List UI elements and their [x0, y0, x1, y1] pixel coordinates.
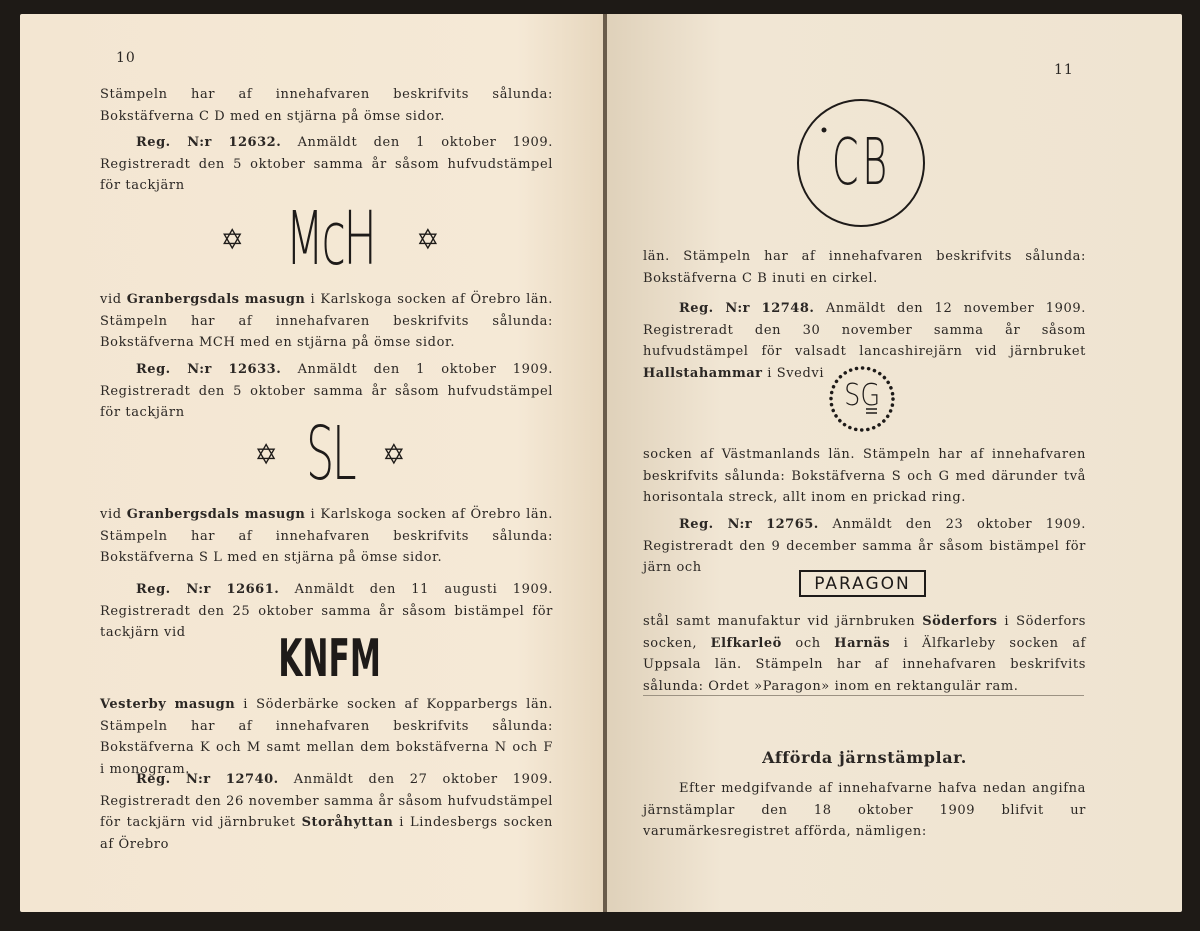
stamp-cb	[796, 98, 926, 228]
star-icon: ✡	[254, 437, 278, 471]
stamp-mark: PARAGON	[814, 573, 911, 594]
place-name: Storåhyttan	[301, 815, 394, 830]
registration-number: Reg. N:r 12740.	[136, 772, 279, 787]
place-name: Granbergsdals masugn	[126, 292, 306, 307]
place-name: Harnäs	[834, 635, 891, 651]
registration-number: Reg. N:r 12765.	[679, 517, 819, 532]
registration-text: Anmäldt den 23 oktober 1909. Registreradt den 9 december samma år såsom bistämpel för järn och	[643, 517, 1087, 575]
paragraph: län. Stämpeln har af innehafvaren beskrifvits sålunda: Bokstäfverna C B inuti en cirkel.	[643, 249, 1086, 286]
text: i Söderbärke socken af Kopparbergs län. Stämpeln har af innehafvaren beskrifvits sålunda: Bokstäfverna K och M samt mellan dem bokstäfverna N och F i monogram.	[100, 697, 553, 777]
paragraph: socken af Västmanlands län. Stämpeln har af innehafvaren beskrifvits sålunda: Bokstäfverna S och G med därunder två horisontala streck, allt inom en prickad ring.	[643, 447, 1086, 505]
left-page	[20, 14, 605, 912]
paragraph	[100, 289, 553, 354]
paragraph: Efter medgifvande af innehafvarne hafva nedan angifna järnstämplar den 18 oktober 1909 blifvit ur varumärkesregistret afförda, nämligen:	[643, 781, 1086, 839]
paragraph: Stämpeln har af innehafvaren beskrifvits sålunda: Bokstäfverna C D med en stjärna på ömse sidor.	[100, 87, 553, 124]
registration-number: Reg. N:r 12748.	[679, 301, 815, 316]
stamp-mark: CB	[831, 126, 891, 200]
section-heading: Afförda järnstämplar.	[762, 748, 967, 767]
stamp-mark: SL	[305, 411, 355, 497]
registration-number: Reg. N:r 12661.	[136, 582, 280, 597]
stamp-knfm	[250, 629, 410, 689]
stamp-sg	[827, 364, 897, 434]
registration-entry	[643, 514, 1086, 579]
registration-text: i Lindesbergs socken af Örebro	[100, 815, 554, 852]
text: i Älfkarleby socken af Uppsala län. Stämpeln har af innehafvaren beskrifvits sålunda: Ordet »Paragon» inom en rektangulär ram.	[643, 635, 1087, 694]
registration-text: Anmäldt den 11 augusti 1909. Registreradt den 25 oktober samma år såsom bistämpel för tackjärn vid	[100, 582, 554, 640]
place-name: Hallstahammar	[643, 365, 763, 381]
divider	[643, 695, 1084, 696]
place-name: Vesterby masugn	[100, 697, 236, 712]
star-icon: ✡	[220, 222, 244, 256]
text: vid	[100, 507, 122, 522]
stamp-mch	[220, 194, 440, 284]
text: och	[795, 635, 821, 651]
paragraph	[100, 504, 553, 569]
stamp-mark: McH	[285, 196, 375, 282]
registration-text: Anmäldt den 27 oktober 1909. Registreradt den 26 november samma år såsom hufvudstämpel för tackjärn vid järnbruket	[100, 772, 553, 830]
right-page	[607, 14, 1182, 912]
registration-text: Anmäldt den 12 november 1909. Registreradt den 30 november samma år såsom hufvudstämpel för valsadt lancashirejärn vid järnbruket	[643, 301, 1087, 359]
registration-text: i Svedvi	[767, 365, 825, 381]
registration-text: Anmäldt den 1 oktober 1909. Registreradt den 5 oktober samma år såsom hufvudstämpel för tackjärn	[100, 362, 554, 420]
stamp-mark: SG	[844, 378, 880, 413]
stamp-sl	[230, 411, 430, 497]
text: i Söderfors socken,	[643, 614, 1086, 651]
registration-text: Anmäldt den 1 oktober 1909. Registreradt den 5 oktober samma år såsom hufvudstämpel för tackjärn	[100, 135, 554, 193]
registration-entry	[100, 769, 553, 855]
place-name: Elfkarleö	[710, 635, 782, 651]
stamp-paragon	[799, 570, 926, 597]
stamp-mark: KNFM	[278, 629, 382, 689]
paragraph	[643, 611, 1086, 697]
paragraph	[100, 694, 553, 780]
text: i Karlskoga socken af Örebro län. Stämpeln har af innehafvaren beskrifvits sålunda: Bokstäfverna S L med en stjärna på ömse sidor.	[100, 507, 553, 565]
text: vid	[100, 292, 122, 307]
registration-entry	[100, 132, 553, 197]
text: i Karlskoga socken af Örebro län. Stämpeln har af innehafvaren beskrifvits sålunda: Bokstäfverna MCH med en stjärna på ömse sidor.	[100, 292, 553, 350]
star-icon: ✡	[416, 222, 440, 256]
star-icon: ✡	[382, 437, 406, 471]
place-name: Granbergsdals masugn	[126, 507, 306, 522]
page-number: 11	[1054, 62, 1074, 78]
text: stål samt manufaktur vid järnbruken	[643, 614, 916, 629]
place-name: Söderfors	[922, 614, 998, 629]
registration-number: Reg. N:r 12633.	[136, 362, 282, 377]
registration-number: Reg. N:r 12632.	[136, 135, 282, 150]
page-number: 10	[116, 50, 136, 66]
